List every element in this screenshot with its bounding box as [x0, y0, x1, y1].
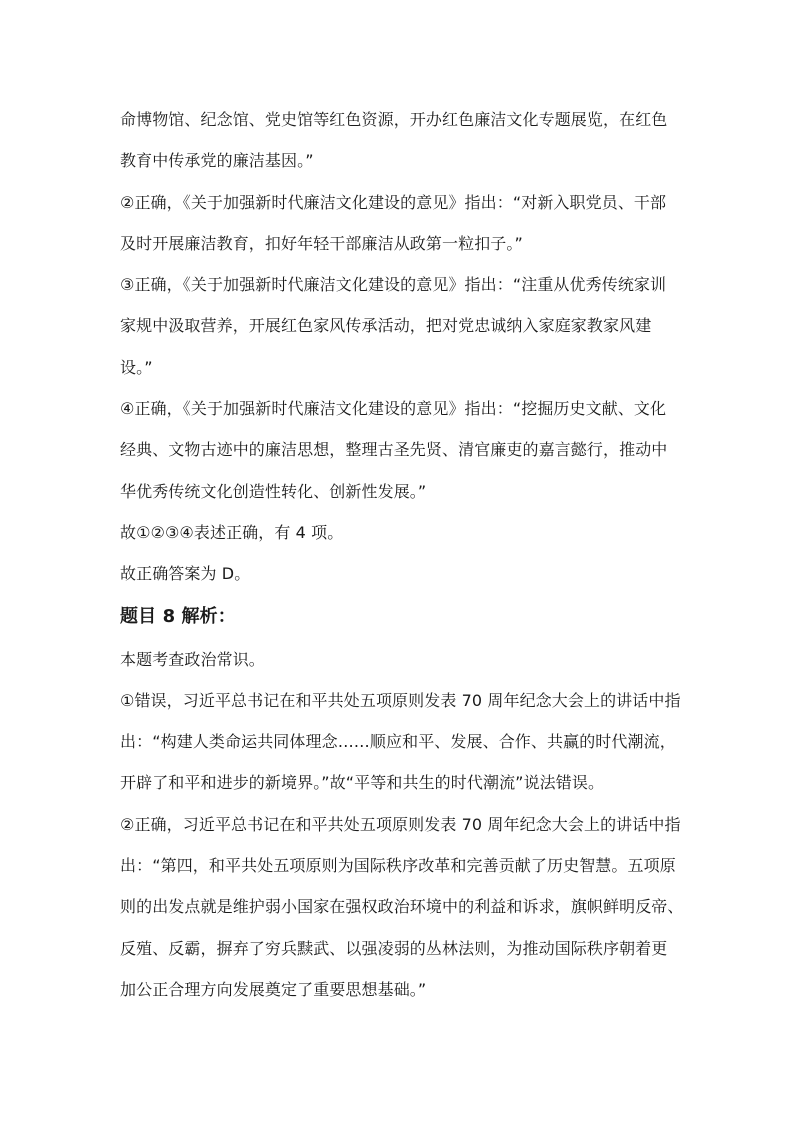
- text-line: ②正确，习近平总书记在和平共处五项原则发表 70 周年纪念大会上的讲话中指: [120, 814, 681, 834]
- text-line: ④正确，《关于加强新时代廉洁文化建设的意见》指出：“挖掘历史文献、文化: [120, 399, 667, 419]
- text-line: 及时开展廉洁教育，扣好年轻干部廉洁从政第一粒扣子。”: [120, 233, 523, 253]
- text-line: 出：“第四，和平共处五项原则为国际秩序改革和完善贡献了历史智慧。五项原: [120, 856, 676, 876]
- text-line: 命博物馆、纪念馆、党史馆等红色资源，开办红色廉洁文化专题展览，在红色: [120, 110, 668, 129]
- text-line: 设。”: [120, 357, 153, 377]
- text-line: 反殖、反霸，摒弃了穷兵黩武、以强凌弱的丛林法则，为推动国际秩序朝着更: [120, 938, 668, 958]
- text-line: 出：“构建人类命运共同体理念……顺应和平、发展、合作、共赢的时代潮流，: [120, 732, 676, 752]
- section-heading: 题目 8 解析：: [120, 605, 236, 627]
- text-line: 经典、文物古迹中的廉洁思想，整理古圣先贤、清官廉吏的嘉言懿行，推动中: [120, 440, 668, 460]
- text-line: 华优秀传统文化创造性转化、创新性发展。”: [120, 481, 427, 501]
- text-line: 故①②③④表述正确，有 4 项。: [120, 522, 344, 542]
- text-line: ③正确，《关于加强新时代廉洁文化建设的意见》指出：“注重从优秀传统家训: [120, 275, 667, 295]
- text-line: 加公正合理方向发展奠定了重要思想基础。”: [120, 979, 427, 999]
- text-line: 家规中汲取营养，开展红色家风传承活动，把对党忠诚纳入家庭家教家风建: [120, 316, 652, 336]
- text-line: 开辟了和平和进步的新境界。”故“平等和共生的时代潮流”说法错误。: [120, 773, 605, 793]
- text-line: 本题考查政治常识。: [120, 649, 265, 669]
- text-line: 教育中传承党的廉洁基因。”: [120, 151, 314, 171]
- text-line: ②正确，《关于加强新时代廉洁文化建设的意见》指出：“对新入职党员、干部: [120, 192, 667, 212]
- text-line: 故正确答案为 D。: [120, 564, 251, 584]
- document-body: [120, 99, 700, 1010]
- text-line: ①错误，习近平总书记在和平共处五项原则发表 70 周年纪念大会上的讲话中指: [120, 690, 681, 710]
- text-line: 则的出发点就是维护弱小国家在强权政治环境中的利益和诉求，旗帜鲜明反帝、: [120, 897, 684, 917]
